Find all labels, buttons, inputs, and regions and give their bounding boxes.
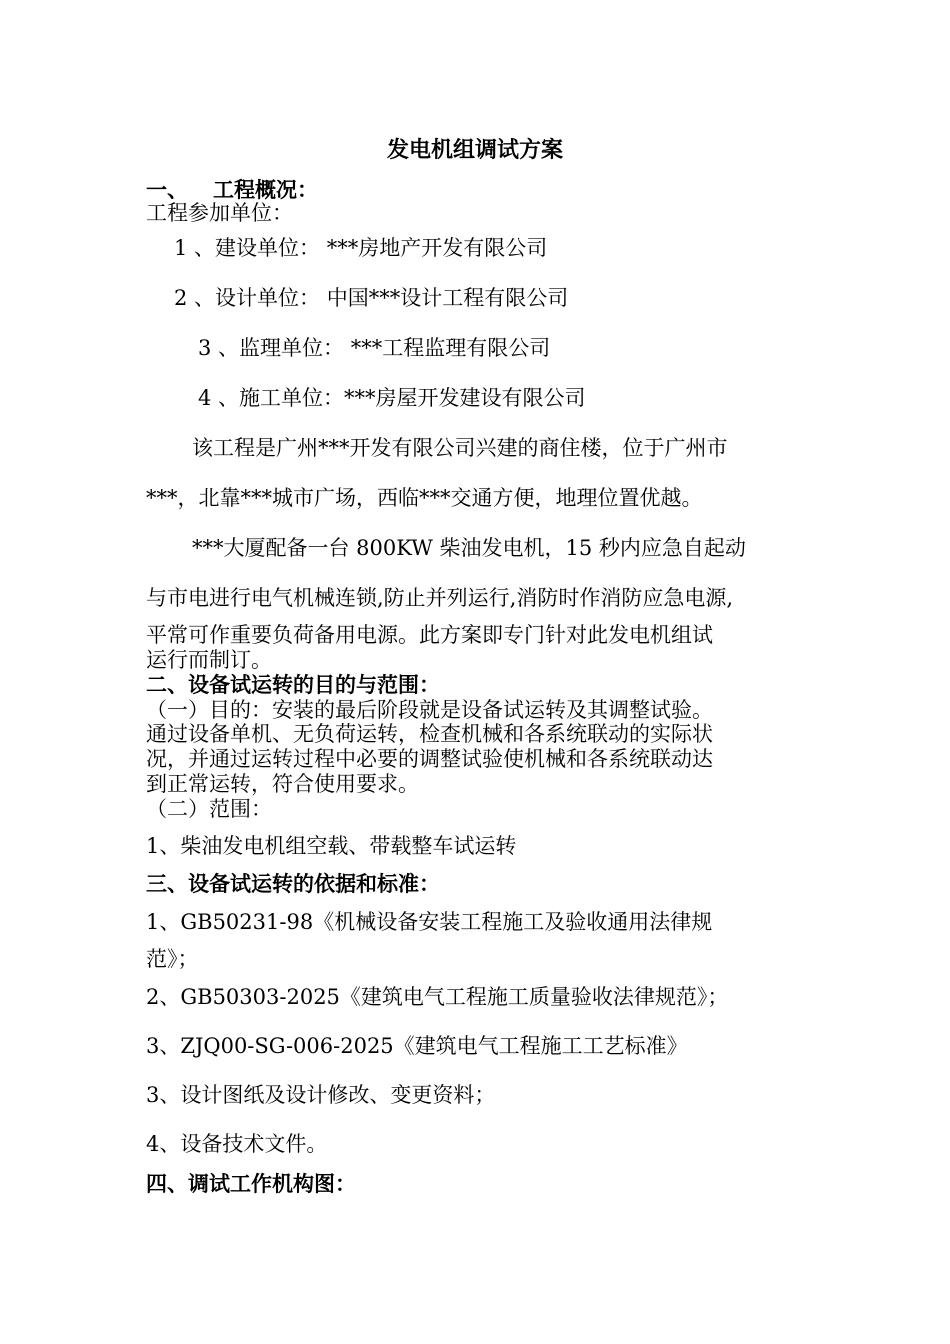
standard-item: 1、GB50231-98《机械设备安装工程施工及验收通用法律规 [146,910,713,934]
paragraph-line: 通过设备单机、无负荷运转，检查机械和各系统联动的实际状 [146,722,713,746]
section2-heading: 二、设备试运转的目的与范围： [146,672,440,697]
section1-heading: 工程概况： [213,177,318,202]
paragraph-line: 与市电进行电气机械连锁,防止并列运行,消防时作消防应急电源, [146,586,734,610]
paragraph-line: 况，并通过运转过程中必要的调整试验使机械和各系统联动达 [146,747,713,771]
standard-item: 4、设备技术文件。 [146,1132,328,1156]
paragraph-line: 该工程是广州***开发有限公司兴建的商住楼，位于广州市 [192,436,728,460]
participants-label: 工程参加单位： [146,201,293,225]
scope-item: 1、柴油发电机组空载、带载整车试运转 [146,834,517,858]
section3-heading: 三、设备试运转的依据和标准： [146,871,440,896]
section4-heading: 四、调试工作机构图： [146,1171,356,1196]
unit-line: 1 、建设单位： ***房地产开发有限公司 [174,236,548,260]
paragraph-line: （一）目的：安装的最后阶段就是设备试运转及其调整试验。 [146,698,713,722]
section1-number: 一、 [146,177,188,202]
unit-line: 4 、施工单位：***房屋开发建设有限公司 [198,386,586,410]
unit-line: 3 、监理单位： ***工程监理有限公司 [198,336,551,360]
paragraph-line: 到正常运转，符合使用要求。 [146,772,419,796]
unit-line: 2 、设计单位： 中国***设计工程有限公司 [174,286,569,310]
scope-label: （二）范围： [146,797,272,821]
document-title: 发电机组调试方案 [386,137,563,163]
paragraph-line: ***大厦配备一台 800KW 柴油发电机，15 秒内应急自起动 [192,536,746,560]
paragraph-line: 平常可作重要负荷备用电源。此方案即专门针对此发电机组试 [146,623,713,647]
standard-item: 3、ZJQ00-SG-006-2025《建筑电气工程施工工艺标准》 [146,1034,688,1058]
standard-item: 2、GB50303-2025《建筑电气工程施工质量验收法律规范》； [146,985,729,1009]
paragraph-line: 运行而制订。 [146,648,272,672]
standard-item: 范》； [146,947,199,971]
standard-item: 3、设计图纸及设计修改、变更资料； [146,1083,496,1107]
paragraph-line: ***，北靠***城市广场，西临***交通方便，地理位置优越。 [146,486,703,510]
